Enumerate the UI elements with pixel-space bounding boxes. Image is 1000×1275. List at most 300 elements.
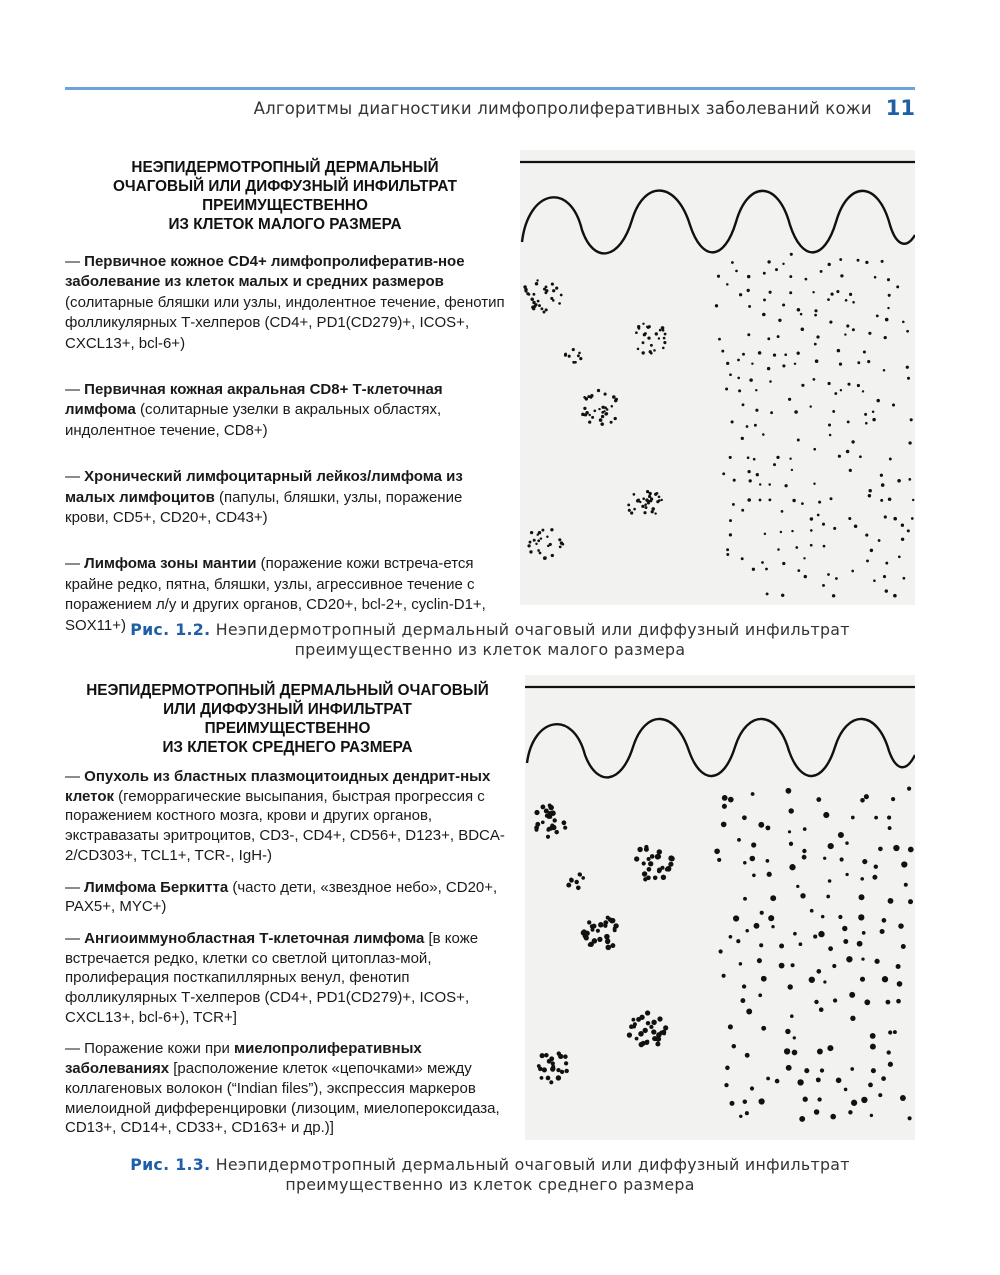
cell-dot — [767, 872, 772, 877]
cell-dot — [857, 259, 860, 262]
cell-dot — [761, 561, 764, 564]
cell-dot — [740, 998, 745, 1003]
cell-dot — [793, 1036, 796, 1039]
cell-dot — [556, 1075, 561, 1080]
cell-dot — [830, 497, 833, 500]
cell-dot — [779, 944, 784, 949]
figure-label: Рис. 1.3. — [130, 1155, 211, 1174]
cell-dot — [769, 380, 772, 383]
cell-dot — [887, 307, 889, 309]
cell-dot — [763, 272, 766, 275]
cell-dot — [645, 1010, 650, 1015]
cell-dot — [755, 409, 758, 412]
cell-dot — [829, 434, 832, 437]
cell-dot — [655, 1041, 660, 1046]
cell-dot — [901, 861, 907, 867]
cell-dot — [788, 830, 791, 833]
cell-dot — [871, 1068, 876, 1073]
cell-dot — [747, 289, 750, 292]
cell-dot — [581, 876, 585, 880]
cell-dot — [656, 500, 659, 503]
cell-dot — [543, 311, 546, 314]
cell-dot — [647, 326, 650, 329]
cell-dot — [558, 538, 561, 541]
cell-dot — [538, 1067, 543, 1072]
figure-caption-1 — [65, 620, 915, 660]
entry-description: (солитарные бляшки или узлы, индолентное течение, фенотип фолликулярных Т-хелперов (CD4+, PD1(CD279)+, ICOS+, CXCL13+, bcl-6+) — [65, 293, 505, 352]
cell-dot — [548, 804, 552, 808]
cell-dot — [583, 407, 586, 410]
cell-dot — [839, 362, 842, 365]
cell-dot — [610, 421, 613, 424]
cell-dot — [752, 568, 755, 571]
cell-dot — [860, 877, 864, 881]
cell-dot — [822, 523, 825, 526]
cell-dot — [830, 292, 833, 295]
cell-dot — [542, 1067, 547, 1072]
cell-dot — [848, 517, 851, 520]
cell-dot — [758, 1098, 764, 1104]
cell-dot — [644, 503, 647, 506]
cell-dot — [786, 1065, 792, 1071]
cell-dot — [780, 531, 782, 533]
cell-dot — [604, 393, 607, 396]
cell-dot — [526, 292, 529, 295]
cell-dot — [828, 382, 831, 385]
cell-dot — [800, 893, 805, 898]
cell-dot — [742, 353, 745, 356]
cell-dot — [653, 349, 656, 352]
cell-dot — [818, 501, 821, 504]
cell-dot — [747, 470, 750, 473]
cell-dot — [835, 577, 838, 580]
cell-dot — [643, 877, 647, 881]
cell-dot — [888, 1062, 893, 1067]
cell-dot — [752, 873, 756, 877]
cell-dot — [545, 289, 548, 292]
cell-dot — [827, 573, 830, 576]
cell-dot — [817, 514, 820, 517]
cell-dot — [729, 519, 732, 522]
cell-dot — [884, 515, 887, 518]
cell-dot — [646, 1021, 650, 1025]
cell-dot — [802, 849, 806, 853]
cell-dot — [538, 531, 541, 534]
cell-dot — [844, 333, 846, 335]
cell-dot — [568, 355, 571, 358]
cell-dot — [729, 935, 733, 939]
cell-dot — [651, 1020, 656, 1025]
cell-dot — [813, 482, 815, 484]
cell-dot — [816, 335, 819, 338]
cell-dot — [655, 854, 661, 860]
cell-dot — [793, 932, 797, 936]
section-title-line: ИЛИ ДИФФУЗНЫЙ ИНФИЛЬТРАТ — [163, 701, 412, 718]
cell-dot — [904, 883, 908, 887]
cell-dot — [887, 278, 890, 281]
cell-dot — [637, 847, 642, 852]
cell-dot — [816, 1077, 821, 1082]
cell-dot — [760, 911, 764, 915]
cell-dot — [827, 298, 830, 301]
cell-dot — [747, 333, 750, 336]
cell-dot — [858, 914, 864, 920]
cell-dot — [598, 408, 600, 410]
cell-dot — [767, 337, 770, 340]
entry-diagnosis: Хронический лимфоцитарный лейкоз/лимфома из малых лимфоцитов — [65, 468, 463, 506]
infiltrate-drawing-medium — [525, 675, 915, 1140]
cell-dot — [872, 875, 877, 880]
cell-dot — [872, 410, 875, 413]
cell-dot — [642, 323, 644, 325]
cell-dot — [535, 543, 537, 545]
cell-dot — [823, 812, 829, 818]
cell-dot — [823, 980, 826, 983]
cell-dot — [864, 794, 869, 799]
entry-description: (поражение кожи встреча-ется крайне редко, пятна, бляшки, узлы, агрессивное течение с поражением л/у и других органов, CD20+, bcl-2+, cyclin-D1+, SOX11+) — [65, 555, 486, 634]
section-small-cells — [65, 158, 505, 662]
cell-dot — [572, 348, 575, 351]
cell-dot — [735, 270, 738, 273]
cell-dot — [613, 923, 618, 928]
cell-dot — [759, 943, 763, 947]
cell-dot — [773, 463, 776, 466]
cell-dot — [801, 384, 804, 387]
cell-dot — [767, 367, 770, 370]
cell-dot — [840, 857, 844, 861]
cell-dot — [803, 1097, 808, 1102]
cell-dot — [726, 362, 729, 365]
cell-dot — [590, 394, 593, 397]
cell-dot — [535, 282, 539, 286]
cell-dot — [637, 498, 640, 501]
cell-dot — [785, 1029, 790, 1034]
cell-dot — [790, 1014, 794, 1018]
cell-dot — [851, 816, 855, 820]
cell-dot — [588, 414, 590, 416]
cell-dot — [878, 847, 883, 852]
cell-dot — [868, 489, 871, 492]
cell-dot — [885, 562, 888, 565]
entry-description: (часто дети, «звездное небо», CD20+, PAX5+, MYC+) — [65, 878, 498, 916]
cell-dot — [541, 820, 545, 824]
cell-dot — [901, 538, 904, 541]
cell-dot — [726, 283, 729, 286]
cell-dot — [581, 413, 585, 417]
cell-dot — [558, 302, 561, 305]
cell-dot — [634, 856, 639, 861]
cell-dot — [588, 420, 591, 423]
cell-dot — [606, 945, 612, 951]
cell-dot — [644, 845, 648, 849]
cell-dot — [891, 797, 895, 801]
cell-dot — [768, 498, 771, 501]
cell-dot — [843, 939, 848, 944]
cell-dot — [650, 344, 653, 347]
cell-dot — [777, 548, 780, 551]
cell-dot — [657, 1016, 662, 1021]
cell-dot — [897, 981, 903, 987]
cell-dot — [840, 389, 842, 391]
cell-dot — [642, 871, 647, 876]
cell-dot — [750, 856, 756, 862]
cell-dot — [733, 915, 739, 921]
cell-dot — [854, 524, 858, 528]
cell-dot — [882, 976, 888, 982]
cell-dot — [881, 483, 885, 487]
cell-dot — [792, 1050, 798, 1056]
cell-dot — [908, 478, 911, 481]
cell-dot — [797, 352, 800, 355]
cell-dot — [663, 341, 666, 344]
cell-dot — [874, 816, 878, 820]
cell-dot — [746, 425, 749, 428]
cell-dot — [596, 929, 600, 933]
cell-dot — [801, 502, 804, 505]
cell-dot — [653, 876, 658, 881]
cell-dot — [599, 418, 603, 422]
cell-dot — [543, 556, 546, 559]
cell-dot — [814, 343, 817, 346]
cell-dot — [782, 562, 785, 565]
cell-dot — [608, 917, 613, 922]
cell-dot — [764, 533, 766, 535]
cell-dot — [791, 530, 793, 532]
cell-dot — [847, 420, 850, 423]
cell-dot — [814, 1000, 818, 1004]
cell-dot — [846, 324, 849, 327]
cell-dot — [883, 575, 886, 578]
cell-dot — [804, 1068, 809, 1073]
cell-dot — [765, 568, 768, 571]
cell-dot — [898, 923, 904, 929]
cell-dot — [656, 492, 659, 495]
cell-dot — [809, 977, 815, 983]
cell-dot — [797, 1079, 803, 1085]
cell-dot — [766, 859, 770, 863]
cell-dot — [639, 1042, 644, 1047]
cell-dot — [753, 458, 756, 461]
cell-dot — [805, 278, 808, 281]
cell-dot — [763, 298, 766, 301]
figure-caption-text: Неэпидермотропный дермальный очаговый или диффузный инфильтрат преимущественно из клеток малого размера — [215, 620, 850, 659]
cell-dot — [828, 946, 833, 951]
section-title-line: НЕЭПИДЕРМОТРОПНЫЙ ДЕРМАЛЬНЫЙ ОЧАГОВЫЙ — [86, 682, 489, 699]
cell-dot — [907, 529, 910, 532]
cell-dot — [814, 1109, 820, 1115]
cell-dot — [552, 299, 555, 302]
cell-dot — [544, 1053, 548, 1057]
cell-dot — [584, 935, 589, 940]
cell-dot — [546, 535, 548, 537]
cell-dot — [655, 332, 658, 335]
entry-diagnosis: Первичное кожное CD4+ лимфопролифератив-ное заболевание из клеток малых и средних размеров — [65, 253, 465, 291]
cell-dot — [886, 1000, 891, 1005]
cell-dot — [888, 497, 892, 501]
cell-dot — [597, 389, 600, 392]
cell-dot — [540, 307, 543, 310]
cell-dot — [742, 403, 745, 406]
cell-dot — [545, 308, 548, 311]
cell-dot — [888, 826, 892, 830]
cell-dot — [802, 855, 807, 860]
cell-dot — [784, 484, 787, 487]
cell-dot — [876, 314, 879, 317]
cell-dot — [827, 1045, 833, 1051]
cell-dot — [912, 499, 914, 501]
cell-dot — [775, 268, 778, 271]
section-title-line: ИЗ КЛЕТОК МАЛОГО РАЗМЕРА — [168, 216, 402, 233]
cell-dot — [721, 822, 727, 828]
cell-dot — [650, 854, 655, 859]
entry-diagnosis: миелопролиферативных заболеваниях — [65, 1040, 422, 1078]
cell-dot — [564, 1069, 568, 1073]
cell-dot — [750, 1086, 754, 1090]
cell-dot — [540, 1053, 545, 1058]
cell-dot — [663, 337, 666, 340]
cell-dot — [553, 818, 557, 822]
cell-dot — [810, 529, 813, 532]
cell-dot — [742, 815, 747, 820]
cell-dot — [851, 1100, 857, 1106]
cell-dot — [726, 553, 729, 556]
page-number: 11 — [885, 96, 915, 120]
cell-dot — [741, 557, 744, 560]
cell-dot — [768, 483, 771, 486]
cell-dot — [551, 1065, 555, 1069]
cell-dot — [907, 787, 911, 791]
cell-dot — [791, 469, 793, 471]
entry-lead: — — [65, 381, 85, 399]
cell-dot — [852, 301, 855, 304]
cell-dot — [547, 545, 550, 548]
diagnosis-entry — [65, 878, 510, 917]
cell-dot — [757, 958, 762, 963]
cell-dot — [810, 909, 814, 913]
cell-dot — [728, 1024, 733, 1029]
cell-dot — [770, 411, 773, 414]
cell-dot — [896, 999, 901, 1004]
cell-dot — [813, 378, 816, 381]
cell-dot — [743, 1099, 748, 1104]
cell-dot — [851, 570, 854, 573]
cell-dot — [816, 797, 821, 802]
cell-dot — [766, 592, 769, 595]
cell-dot — [777, 335, 780, 338]
cell-dot — [743, 897, 747, 901]
entry-description: (солитарные узелки в акральных областях, индолентное течение, CD8+) — [65, 401, 442, 439]
cell-dot — [797, 569, 800, 572]
cell-dot — [758, 993, 762, 997]
cell-dot — [576, 886, 581, 891]
cell-dot — [733, 479, 736, 482]
entry-lead: — Поражение кожи при — [65, 1040, 235, 1058]
cell-dot — [717, 858, 721, 862]
cell-dot — [583, 396, 586, 399]
cell-dot — [645, 498, 649, 502]
cell-dot — [537, 549, 540, 552]
cell-dot — [558, 1054, 563, 1059]
cell-dot — [893, 845, 899, 851]
cell-dot — [833, 998, 837, 1002]
cell-dot — [789, 458, 791, 460]
cell-dot — [635, 1037, 639, 1041]
entry-lead: — — [65, 768, 85, 785]
cell-dot — [751, 842, 756, 847]
cell-dot — [848, 1110, 852, 1114]
section-title — [65, 681, 510, 757]
cell-dot — [784, 353, 787, 356]
cell-dot — [603, 924, 607, 928]
cell-dot — [801, 327, 805, 331]
cell-dot — [859, 455, 862, 458]
section-title-line: ПРЕИМУЩЕСТВЕННО — [202, 197, 368, 214]
cell-dot — [578, 352, 581, 355]
cell-dot — [836, 290, 839, 293]
cell-dot — [893, 1030, 897, 1034]
cell-dot — [633, 1022, 637, 1026]
cell-dot — [660, 499, 662, 501]
cell-dot — [845, 841, 849, 845]
cell-dot — [794, 410, 798, 414]
cell-dot — [838, 915, 842, 919]
cell-dot — [861, 1097, 867, 1103]
cell-dot — [892, 403, 895, 406]
cell-dot — [563, 1054, 568, 1059]
cell-dot — [911, 517, 914, 520]
cell-dot — [817, 1049, 823, 1055]
cell-dot — [631, 1018, 635, 1022]
cell-dot — [642, 861, 646, 865]
cell-dot — [635, 331, 638, 334]
cell-dot — [770, 895, 776, 901]
cell-dot — [722, 804, 727, 809]
cell-dot — [769, 291, 772, 294]
diagnosis-entry — [65, 929, 510, 1028]
cell-dot — [737, 359, 740, 362]
cell-dot — [668, 855, 674, 861]
cell-dot — [745, 929, 748, 932]
figure-caption-text: Неэпидермотропный дермальный очаговый или диффузный инфильтрат преимущественно из клеток среднего размера — [215, 1155, 850, 1194]
cell-dot — [812, 291, 814, 293]
cell-dot — [820, 270, 823, 273]
cell-dot — [728, 797, 734, 803]
cell-dot — [786, 788, 792, 794]
cell-dot — [796, 885, 799, 888]
cell-dot — [833, 527, 836, 530]
section-title-line: ОЧАГОВЫЙ ИЛИ ДИФФУЗНЫЙ ИНФИЛЬТРАТ — [113, 178, 457, 195]
cell-dot — [849, 293, 852, 296]
figure-small-cell-infiltrate — [520, 150, 915, 605]
cell-dot — [823, 857, 826, 860]
cell-dot — [738, 389, 741, 392]
cell-dot — [842, 926, 847, 931]
cell-dot — [836, 1077, 842, 1083]
cell-dot — [534, 810, 539, 815]
cell-dot — [849, 469, 852, 472]
cell-dot — [641, 505, 644, 508]
entry-lead: — — [65, 468, 85, 486]
cell-dot — [874, 959, 879, 964]
cell-dot — [882, 918, 887, 923]
cell-dot — [578, 873, 582, 877]
cell-dot — [832, 964, 836, 968]
diagnosis-entry — [65, 1039, 510, 1138]
cell-dot — [662, 347, 665, 350]
section-title-line: ИЗ КЛЕТОК СРЕДНЕГО РАЗМЕРА — [162, 739, 413, 756]
cell-dot — [537, 539, 540, 542]
cell-dot — [782, 364, 785, 367]
